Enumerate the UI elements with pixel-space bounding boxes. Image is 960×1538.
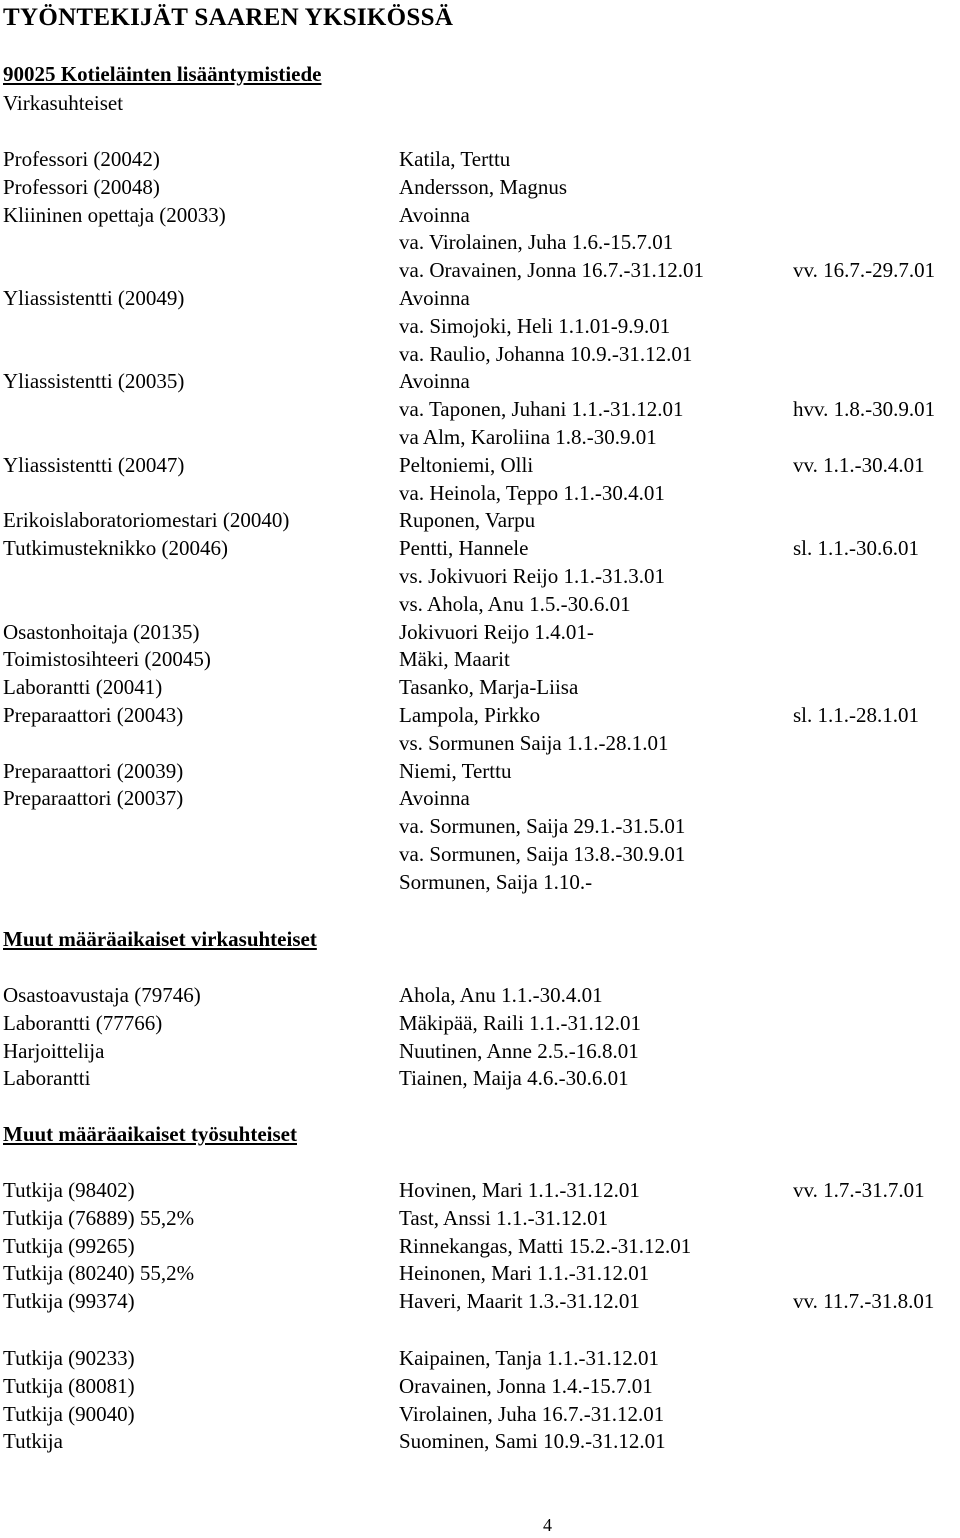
table-row bbox=[3, 563, 958, 591]
position-cell: Yliassistentti (20035) bbox=[3, 369, 185, 394]
position-cell: Erikoislaboratoriomestari (20040) bbox=[3, 508, 290, 533]
person-cell: Tasanko, Marja-Liisa bbox=[399, 675, 579, 700]
position-cell: Tutkija bbox=[3, 1429, 63, 1454]
table-row bbox=[3, 396, 958, 424]
table-row bbox=[3, 507, 958, 535]
person-cell: va. Raulio, Johanna 10.9.-31.12.01 bbox=[399, 341, 693, 366]
person-cell: vs. Ahola, Anu 1.5.-30.6.01 bbox=[399, 591, 631, 616]
person-cell: Peltoniemi, Olli bbox=[399, 452, 534, 477]
position-cell: Tutkija (80240) 55,2% bbox=[3, 1261, 195, 1286]
person-cell: Nuutinen, Anne 2.5.-16.8.01 bbox=[399, 1038, 639, 1063]
position-cell: Professori (20042) bbox=[3, 147, 160, 171]
table-row bbox=[3, 202, 958, 230]
person-cell: Avoinna bbox=[399, 202, 470, 227]
position-cell: Preparaattori (20039) bbox=[3, 758, 184, 783]
table-row bbox=[3, 285, 958, 313]
table-row bbox=[3, 730, 958, 758]
table-row bbox=[3, 702, 958, 730]
table-row bbox=[3, 591, 958, 619]
table-row bbox=[3, 452, 958, 480]
person-cell: Tiainen, Maija 4.6.-30.6.01 bbox=[399, 1066, 629, 1091]
table-row bbox=[3, 1038, 958, 1066]
table-row bbox=[3, 368, 958, 396]
table-row bbox=[3, 1288, 958, 1316]
table-row bbox=[3, 869, 958, 897]
note-cell: vv. 1.7.-31.7.01 bbox=[793, 1178, 925, 1202]
person-cell: Mäki, Maarit bbox=[399, 647, 510, 672]
person-cell: Virolainen, Juha 16.7.-31.12.01 bbox=[399, 1401, 665, 1426]
note-cell: hvv. 1.8.-30.9.01 bbox=[793, 397, 936, 422]
person-cell: Haveri, Maarit 1.3.-31.12.01 bbox=[399, 1289, 640, 1314]
page-number: 4 bbox=[543, 1515, 552, 1535]
person-cell: vs. Jokivuori Reijo 1.1.-31.3.01 bbox=[399, 563, 665, 588]
position-cell: Kliininen opettaja (20033) bbox=[3, 202, 226, 227]
person-cell: Lampola, Pirkko bbox=[399, 702, 541, 727]
position-cell: Tutkija (99374) bbox=[3, 1289, 135, 1314]
table-row bbox=[3, 1010, 958, 1038]
position-cell: Laborantti (20041) bbox=[3, 675, 163, 700]
table-row bbox=[3, 619, 958, 647]
person-cell: va. Virolainen, Juha 1.6.-15.7.01 bbox=[399, 230, 674, 255]
note-cell: sl. 1.1.-30.6.01 bbox=[793, 536, 919, 561]
note-cell: vv. 1.1.-30.4.01 bbox=[793, 452, 925, 477]
position-cell: Tutkija (80081) bbox=[3, 1373, 135, 1398]
person-cell: va. Sormunen, Saija 13.8.-30.9.01 bbox=[399, 841, 686, 866]
note-cell: vv. 16.7.-29.7.01 bbox=[793, 258, 936, 283]
position-cell: Harjoittelija bbox=[3, 1038, 105, 1063]
table-row bbox=[3, 424, 958, 452]
table-row bbox=[3, 758, 958, 786]
person-cell: Avoinna bbox=[399, 285, 470, 310]
table-row bbox=[3, 313, 958, 341]
position-cell: Tutkija (99265) bbox=[3, 1233, 135, 1258]
person-cell: Kaipainen, Tanja 1.1.-31.12.01 bbox=[399, 1346, 659, 1370]
person-cell: Mäkipää, Raili 1.1.-31.12.01 bbox=[399, 1010, 642, 1035]
table-row bbox=[3, 174, 958, 202]
section-virkasuhteiset bbox=[3, 146, 958, 897]
table-row bbox=[3, 646, 958, 674]
table-row bbox=[3, 785, 958, 813]
position-cell: Yliassistentti (20047) bbox=[3, 452, 185, 477]
person-cell: va. Simojoki, Heli 1.1.01-9.9.01 bbox=[399, 313, 671, 338]
person-cell: Sormunen, Saija 1.10.- bbox=[399, 869, 593, 894]
person-cell: Tast, Anssi 1.1.-31.12.01 bbox=[399, 1205, 609, 1230]
table-row bbox=[3, 535, 958, 563]
person-cell: Ahola, Anu 1.1.-30.4.01 bbox=[399, 983, 603, 1007]
position-cell: Osastonhoitaja (20135) bbox=[3, 619, 200, 644]
page-title: TYÖNTEKIJÄT SAAREN YKSIKÖSSÄ bbox=[3, 4, 454, 31]
table-row bbox=[3, 1065, 958, 1093]
position-cell: Laborantti (77766) bbox=[3, 1010, 163, 1035]
note-cell: sl. 1.1.-28.1.01 bbox=[793, 702, 919, 727]
person-cell: va Alm, Karoliina 1.8.-30.9.01 bbox=[399, 424, 657, 449]
person-cell: Pentti, Hannele bbox=[399, 536, 529, 561]
position-cell: Tutkija (76889) 55,2% bbox=[3, 1205, 195, 1230]
person-cell: Katila, Terttu bbox=[399, 147, 511, 171]
position-cell: Professori (20048) bbox=[3, 174, 160, 199]
person-cell: va. Sormunen, Saija 29.1.-31.5.01 bbox=[399, 814, 686, 839]
section-heading-virkasuhteiset: Muut määräaikaiset virkasuhteiset bbox=[3, 927, 317, 951]
table-row bbox=[3, 1205, 958, 1233]
position-cell: Tutkija (90233) bbox=[3, 1346, 135, 1370]
table-row bbox=[3, 1428, 958, 1456]
table-row bbox=[3, 982, 958, 1010]
subtitle: Virkasuhteiset bbox=[3, 91, 124, 115]
table-row bbox=[3, 1345, 958, 1373]
table-row bbox=[3, 841, 958, 869]
section-muut-virkasuhteiset bbox=[3, 982, 958, 1093]
person-cell: Niemi, Terttu bbox=[399, 758, 512, 783]
person-cell: Suominen, Sami 10.9.-31.12.01 bbox=[399, 1429, 666, 1454]
position-cell: Laborantti bbox=[3, 1066, 91, 1091]
table-row bbox=[3, 1260, 958, 1288]
person-cell: Heinonen, Mari 1.1.-31.12.01 bbox=[399, 1261, 650, 1286]
person-cell: Hovinen, Mari 1.1.-31.12.01 bbox=[399, 1178, 640, 1202]
person-cell: Rinnekangas, Matti 15.2.-31.12.01 bbox=[399, 1233, 692, 1258]
person-cell: Avoinna bbox=[399, 786, 470, 811]
table-row bbox=[3, 146, 958, 174]
table-row bbox=[3, 1233, 958, 1261]
section-tyosuhteiset-a bbox=[3, 1177, 958, 1316]
table-row bbox=[3, 1177, 958, 1205]
table-row bbox=[3, 480, 958, 508]
person-cell: Andersson, Magnus bbox=[399, 174, 567, 199]
person-cell: Ruponen, Varpu bbox=[399, 508, 536, 533]
table-row bbox=[3, 229, 958, 257]
table-row bbox=[3, 257, 958, 285]
table-row bbox=[3, 1373, 958, 1401]
table-row bbox=[3, 341, 958, 369]
table-row bbox=[3, 1401, 958, 1429]
section-tyosuhteiset-b bbox=[3, 1345, 958, 1456]
person-cell: Avoinna bbox=[399, 369, 470, 394]
person-cell: Jokivuori Reijo 1.4.01- bbox=[399, 619, 594, 644]
position-cell: Preparaattori (20037) bbox=[3, 786, 184, 811]
person-cell: va. Taponen, Juhani 1.1.-31.12.01 bbox=[399, 397, 684, 422]
position-cell: Osastoavustaja (79746) bbox=[3, 983, 201, 1007]
position-cell: Tutkimusteknikko (20046) bbox=[3, 536, 228, 561]
unit-heading: 90025 Kotieläinten lisääntymistiede bbox=[3, 62, 322, 86]
person-cell: Oravainen, Jonna 1.4.-15.7.01 bbox=[399, 1373, 653, 1398]
position-cell: Toimistosihteeri (20045) bbox=[3, 647, 211, 672]
position-cell: Tutkija (98402) bbox=[3, 1178, 135, 1202]
table-row bbox=[3, 813, 958, 841]
person-cell: va. Heinola, Teppo 1.1.-30.4.01 bbox=[399, 480, 665, 505]
section-heading-tyosuhteiset: Muut määräaikaiset työsuhteiset bbox=[3, 1122, 297, 1146]
position-cell: Yliassistentti (20049) bbox=[3, 285, 185, 310]
table-row bbox=[3, 674, 958, 702]
person-cell: vs. Sormunen Saija 1.1.-28.1.01 bbox=[399, 730, 669, 755]
person-cell: va. Oravainen, Jonna 16.7.-31.12.01 bbox=[399, 258, 705, 283]
position-cell: Preparaattori (20043) bbox=[3, 702, 184, 727]
position-cell: Tutkija (90040) bbox=[3, 1401, 135, 1426]
note-cell: vv. 11.7.-31.8.01 bbox=[793, 1289, 935, 1314]
